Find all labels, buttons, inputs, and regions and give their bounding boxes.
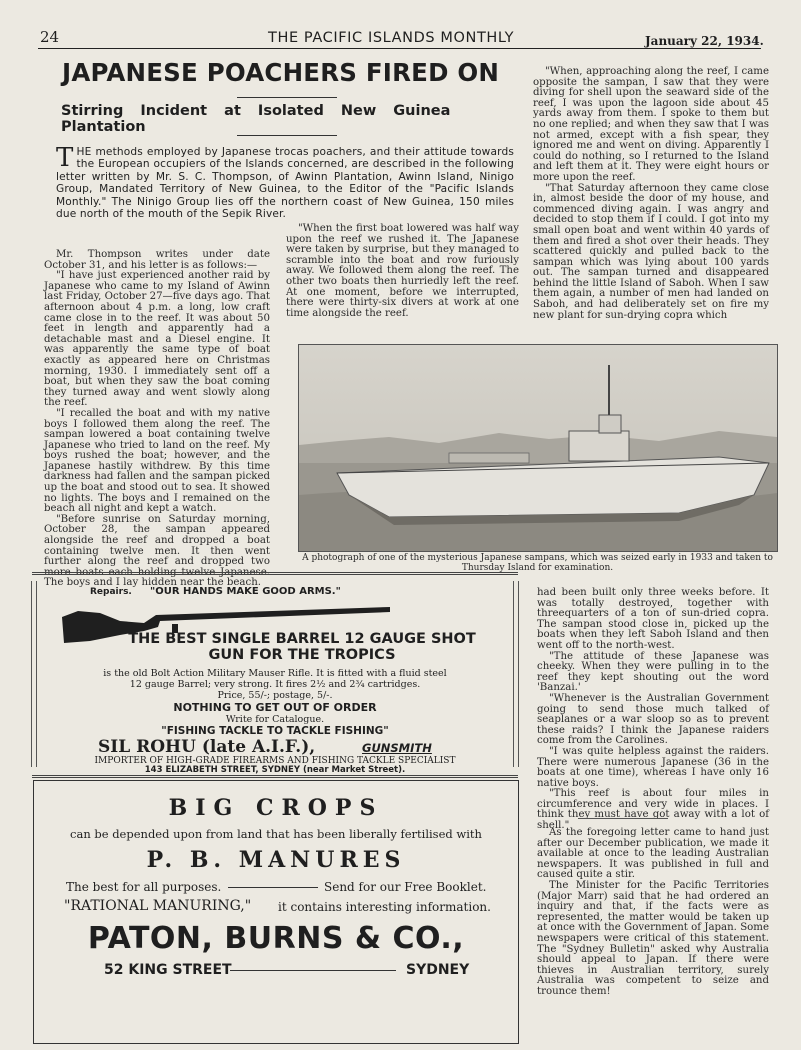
page-number: 24 (40, 28, 60, 46)
section-divider (578, 818, 668, 819)
article-column-1 (44, 250, 270, 589)
manure-advertisement (33, 780, 519, 1044)
header-rule (38, 48, 761, 49)
sampan-photo-image (299, 345, 777, 551)
ad-address: 143 ELIZABETH STREET, SYDNEY (near Market Street). (144, 765, 406, 775)
ad-nothing-out-of-order: NOTHING TO GET OUT OF ORDER (173, 701, 377, 714)
ad-company-name: PATON, BURNS & CO., (87, 921, 465, 956)
intro-text: HE methods employed by Japanese trocas poachers, and their attitude towards the European occupiers of the Islands concerned, are described in the following letter written by Mr. S. C. Thompson, of Awinn Plantation, Awinn Island, Ninigo Group, Mandated Territory of New Guinea, to the Editor of the "Pacific Islands Monthly." The Ninigo Group lies off the northern coast of New Guinea, 150 miles due north of the mouth of the Sepik River. (56, 146, 514, 221)
article-headline: JAPANESE POACHERS FIRED ON (62, 58, 500, 87)
ad-fertilised-line: can be depended upon from land that has been liberally fertilised with (70, 827, 482, 841)
ad-write-catalogue: Write for Catalogue. (225, 714, 325, 725)
paragraph: "I recalled the boat and with my native boys I followed them along the reef. The sampan lowered a boat containing twelve Japanese who tried to land on the reef. My boys rushed the boat; however, and the Japanese hastily withdrew. By this time darkness had fallen and the sampan picked up the boat and stood out to sea. It showed no lights. The boys and I remained on the beach all night and kept a watch. (44, 407, 270, 515)
ad-description-line-2: 12 gauge Barrel; very strong. It fires 2½ and 2¾ cartridges. (129, 679, 421, 690)
ad-free-booklet: Send for our Free Booklet. (324, 880, 487, 894)
paragraph: "When the first boat lowered was half way upon the reef we rushed it. The Japanese were taken by surprise, but they managed to scramble into the boat and row furiously away. We followed them along the reef. The other two boats then hurriedly left the reef. At one moment, before we interrupted, there were thirty-six divers at work at one time alongside the reef. (286, 223, 519, 319)
issue-date: January 22, 1934. (645, 34, 764, 48)
ad-description (42, 668, 508, 701)
paragraph: "I was quite helpless against the raiders. There were numerous Japanese (36 in the boats at one time), whereas I have only 16 native boys. (537, 745, 769, 789)
ad-gunsmith: GUNSMITH (362, 741, 432, 755)
article-column-3 (533, 67, 769, 321)
ad-street-dash (230, 970, 396, 971)
ad-slogan: "OUR HANDS MAKE GOOD ARMS." (150, 586, 341, 597)
paragraph: "The attitude of these Japanese was cheeky. When they were pulling in to the reef they kept shouting out the word 'Banzai.' (537, 650, 769, 694)
ad-street: 52 KING STREET (104, 962, 232, 978)
ad-rational-manuring: "RATIONAL MANURING," (64, 898, 252, 914)
article-intro (56, 143, 514, 221)
paragraph: had been built only three weeks before. It was totally destroyed, together with threequarters of a ton of sun-dried copra. The sampan stood close in, picked up the boats when they left Saboh Island and then went off to the north-west. (537, 587, 769, 651)
ad-city: SYDNEY (406, 962, 470, 978)
ad-product-name: P. B. MANURES (146, 847, 406, 873)
paragraph: As the foregoing letter came to hand just after our December publication, we made it available at once to the leading Australian newspapers. It was published in full and caused quite a stir. (537, 827, 769, 881)
ad-border-left (31, 581, 37, 767)
paragraph: Mr. Thompson writes under date October 31, and his letter is as follows:— (44, 249, 270, 271)
paragraph: "I have just experienced another raid by Japanese who came to my Island of Awinn last Friday, October 27—five days ago. That afternoon about 4 p.m. a long, low craft came close in to the reef. It was about 50 feet in length and apparently had a detachable mast and a Diesel engine. It was apparently the same type of boat exactly as appeared here on Christmas morning, 1930. I immediately sent off a boat, but when they saw the boat coming they turned away and went slowly along the reef. (44, 270, 270, 409)
paragraph: The Minister for the Pacific Territories (Major Marr) said that he had ordered an inquiry and that, if the facts were as represented, the matter would be taken up at once with the Government of Japan. Some newspapers were critical of this statement. The "Sydney Bulletin" asked why Australia should appeal to Japan. If there were thieves in Australian territory, surely Australia was competent to seize and trounce them! (537, 879, 769, 997)
gunsmith-advertisement (32, 572, 518, 778)
ad-importer: IMPORTER OF HIGH-GRADE FIREARMS AND FISHING TACKLE SPECIALIST (94, 756, 456, 766)
ad-description-line-1: is the old Bolt Action Military Mauser Rifle. It is fitted with a fluid steel (103, 668, 447, 679)
article-column-5 (537, 828, 769, 998)
ad-border-right (513, 581, 519, 767)
article-subheadline: Stirring Incident at Isolated New Guinea Plantation (61, 103, 451, 135)
ad-interesting-info: it contains interesting information. (278, 900, 491, 914)
sampan-photograph (298, 344, 778, 552)
ad-best-purposes: The best for all purposes. (66, 880, 222, 894)
ad-headline-line-1: THE BEST SINGLE BARREL 12 GAUGE SHOT (128, 631, 476, 647)
ad-price: Price, 55/-; postage, 5/-. (217, 690, 333, 701)
ad-big-crops: BIG CROPS (168, 795, 384, 821)
ad-business-name: SIL ROHU (late A.I.F.), (98, 737, 316, 757)
drop-cap: T (56, 143, 74, 173)
headline-divider (237, 97, 337, 98)
paragraph: "This reef is about four miles in circumference and very wide in places. I think they must have got away with a lot of shell." (537, 788, 769, 832)
ad-dash (228, 887, 318, 888)
photo-caption: A photograph of one of the mysterious Japanese sampans, which was seized early in 1933 and taken to Thursday Island for examination. (302, 553, 773, 573)
paragraph: "Whenever is the Australian Government going to send those much talked of seaplanes or a war sloop so as to prevent these raids? I think the Japanese raiders come from the Carolines. (537, 692, 769, 747)
paragraph: "That Saturday afternoon they came close in, almost beside the door of my house, and commenced diving again. I was angry and decided to stop them if I could. I got into my small open boat and went within 40 yards of them and fired a shot over their heads. They scattered quickly and pulled back to the sampan which was lying about 100 yards out. The sampan turned and disappeared behind the little Island of Saboh. When I saw them again, a number of men had landed on Saboh, and had deliberately set on fire my new plant for sun-drying copra which (533, 182, 769, 321)
ad-repairs: Repairs. (90, 587, 132, 597)
paragraph: "When, approaching along the reef, I came opposite the sampan, I saw that they were diving for shell upon the seaward side of the reef, I was upon the lagoon side about 45 yards away from them. I spoke to them but no one replied; and when they saw that I was not armed, except with a fish spear, they ignored me and went on diving. Apparently I could do nothing, so I returned to the Island and left them at it. They were eight hours or more upon the reef. (533, 66, 769, 183)
ad-headline (92, 631, 512, 663)
ad-headline-line-2: GUN FOR THE TROPICS (208, 647, 396, 663)
paragraph: "Before sunrise on Saturday morning, October 28, the sampan appeared alongside the reef and dropped a boat containing twelve men. It then went further along the reef and dropped two more boats each holding twelve Japanese. The boys and I lay hidden near the beach. (44, 513, 270, 589)
publication-title: THE PACIFIC ISLANDS MONTHLY (268, 30, 515, 46)
subhead-divider (237, 135, 337, 136)
article-column-2 (286, 224, 519, 319)
article-column-4 (537, 588, 769, 832)
ad-fishing-tagline: "FISHING TACKLE TO TACKLE FISHING" (161, 725, 389, 737)
